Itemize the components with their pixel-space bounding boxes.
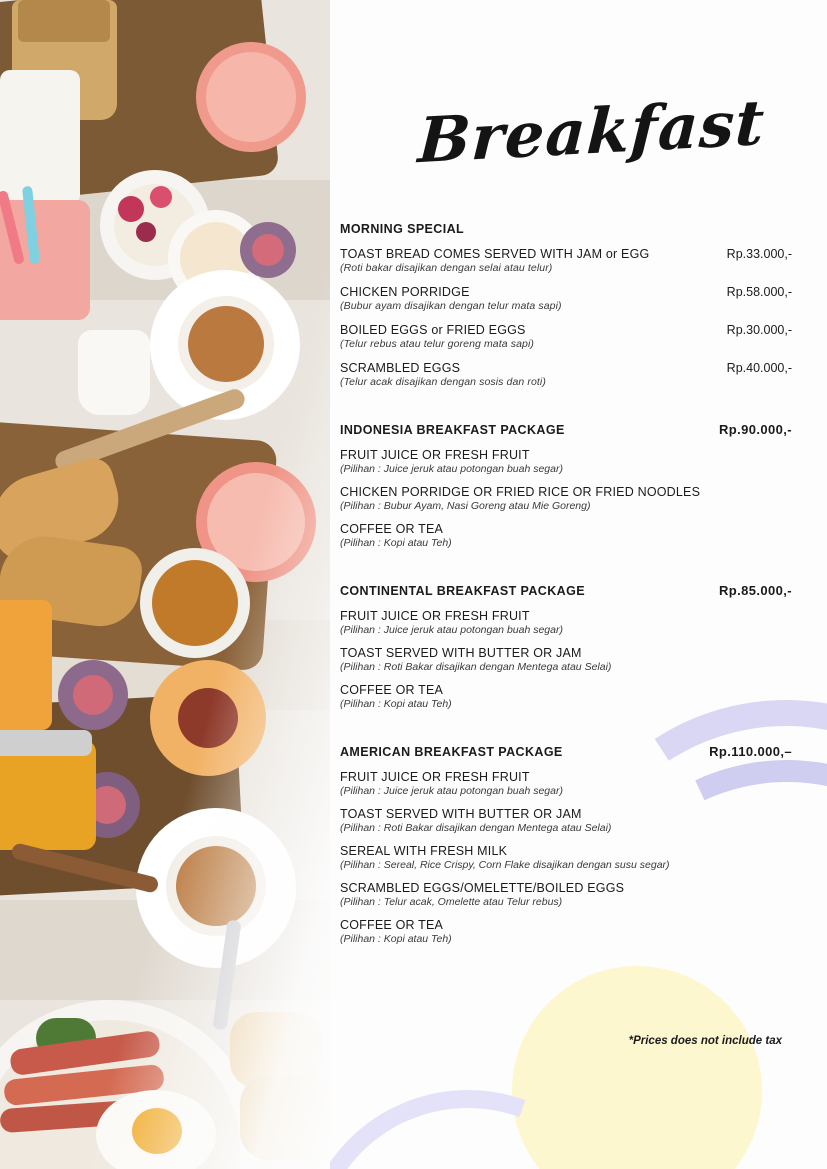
menu-section xyxy=(340,583,792,710)
menu-item-name: SCRAMBLED EGGS/OMELETTE/BOILED EGGS xyxy=(340,881,625,895)
menu-section xyxy=(340,422,792,549)
menu-item-description: (Pilihan : Kopi atau Teh) xyxy=(340,933,452,945)
menu-item xyxy=(340,770,792,797)
menu-item-description: (Pilihan : Roti Bakar disajikan dengan Mentega atau Selai) xyxy=(340,661,612,673)
menu-item-description: (Pilihan : Sereal, Rice Crispy, Corn Flake disajikan dengan susu segar) xyxy=(340,859,670,871)
menu-item-description: (Telur rebus atau telur goreng mata sapi) xyxy=(340,338,534,350)
section-header xyxy=(340,583,792,598)
menu-item-description: (Pilihan : Juice jeruk atau potongan buah segar) xyxy=(340,624,563,636)
menu-item-name: COFFEE OR TEA xyxy=(340,683,444,697)
menu-content xyxy=(338,0,798,1169)
menu-section xyxy=(340,222,792,388)
section-title: AMERICAN BREAKFAST PACKAGE xyxy=(340,745,563,759)
menu-item xyxy=(340,807,792,834)
menu-item-description: (Pilihan : Kopi atau Teh) xyxy=(340,698,452,710)
menu-item-description: (Pilihan : Telur acak, Omelette atau Telur rebus) xyxy=(340,896,563,908)
menu-item xyxy=(340,247,792,274)
section-header xyxy=(340,744,792,759)
menu-item-name: SEREAL WITH FRESH MILK xyxy=(340,844,508,858)
menu-item-description: (Pilihan : Juice jeruk atau potongan buah segar) xyxy=(340,463,563,475)
section-price: Rp.110.000,– xyxy=(709,744,792,759)
menu-item-name: TOAST BREAD COMES SERVED WITH JAM or EGG xyxy=(340,247,650,261)
section-price: Rp.90.000,- xyxy=(718,422,792,437)
section-header xyxy=(340,422,792,437)
menu-item-name: COFFEE OR TEA xyxy=(340,522,444,536)
section-price: Rp.85.000,- xyxy=(718,583,792,598)
section-title: INDONESIA BREAKFAST PACKAGE xyxy=(340,423,565,437)
menu-item xyxy=(340,683,792,710)
menu-item-name: CHICKEN PORRIDGE xyxy=(340,285,470,299)
menu-item-name: SCRAMBLED EGGS xyxy=(340,361,461,375)
menu-section xyxy=(340,744,792,945)
menu-item-name: FRUIT JUICE OR FRESH FRUIT xyxy=(340,448,530,462)
menu-item-description: (Pilihan : Kopi atau Teh) xyxy=(340,537,452,549)
section-title: CONTINENTAL BREAKFAST PACKAGE xyxy=(340,584,585,598)
menu-item-price: Rp.40.000,- xyxy=(726,361,792,375)
menu-sections xyxy=(340,222,792,967)
menu-item-name: FRUIT JUICE OR FRESH FRUIT xyxy=(340,770,530,784)
section-title: MORNING SPECIAL xyxy=(340,222,465,236)
menu-item-description: (Pilihan : Juice jeruk atau potongan buah segar) xyxy=(340,785,563,797)
menu-item xyxy=(340,323,792,350)
menu-item xyxy=(340,285,792,312)
menu-item xyxy=(340,448,792,475)
menu-item-name: CHICKEN PORRIDGE OR FRIED RICE OR FRIED NOODLES xyxy=(340,485,701,499)
menu-item-name: TOAST SERVED WITH BUTTER OR JAM xyxy=(340,807,582,821)
menu-item-name: COFFEE OR TEA xyxy=(340,918,444,932)
menu-item-description: (Pilihan : Bubur Ayam, Nasi Goreng atau Mie Goreng) xyxy=(340,500,591,512)
menu-item-description: (Roti bakar disajikan dengan selai atau telur) xyxy=(340,262,553,274)
menu-item xyxy=(340,609,792,636)
menu-item xyxy=(340,881,792,908)
menu-item-name: FRUIT JUICE OR FRESH FRUIT xyxy=(340,609,530,623)
price-disclaimer: *Prices does not include tax xyxy=(628,1035,782,1047)
menu-item-description: (Bubur ayam disajikan dengan telur mata sapi) xyxy=(340,300,562,312)
menu-item xyxy=(340,485,792,512)
menu-item-description: (Pilihan : Roti Bakar disajikan dengan Mentega atau Selai) xyxy=(340,822,612,834)
menu-item-name: TOAST SERVED WITH BUTTER OR JAM xyxy=(340,646,582,660)
menu-item-description: (Telur acak disajikan dengan sosis dan roti) xyxy=(340,376,546,388)
menu-item-price: Rp.30.000,- xyxy=(726,323,792,337)
section-header xyxy=(340,222,792,236)
menu-item-price: Rp.58.000,- xyxy=(726,285,792,299)
breakfast-food-photo xyxy=(0,0,330,1169)
menu-item xyxy=(340,646,792,673)
menu-item-price: Rp.33.000,- xyxy=(726,247,792,261)
menu-item xyxy=(340,844,792,871)
menu-item xyxy=(340,918,792,945)
menu-item xyxy=(340,361,792,388)
page-title: Breakfast xyxy=(416,85,767,178)
menu-item xyxy=(340,522,792,549)
menu-item-name: BOILED EGGS or FRIED EGGS xyxy=(340,323,526,337)
